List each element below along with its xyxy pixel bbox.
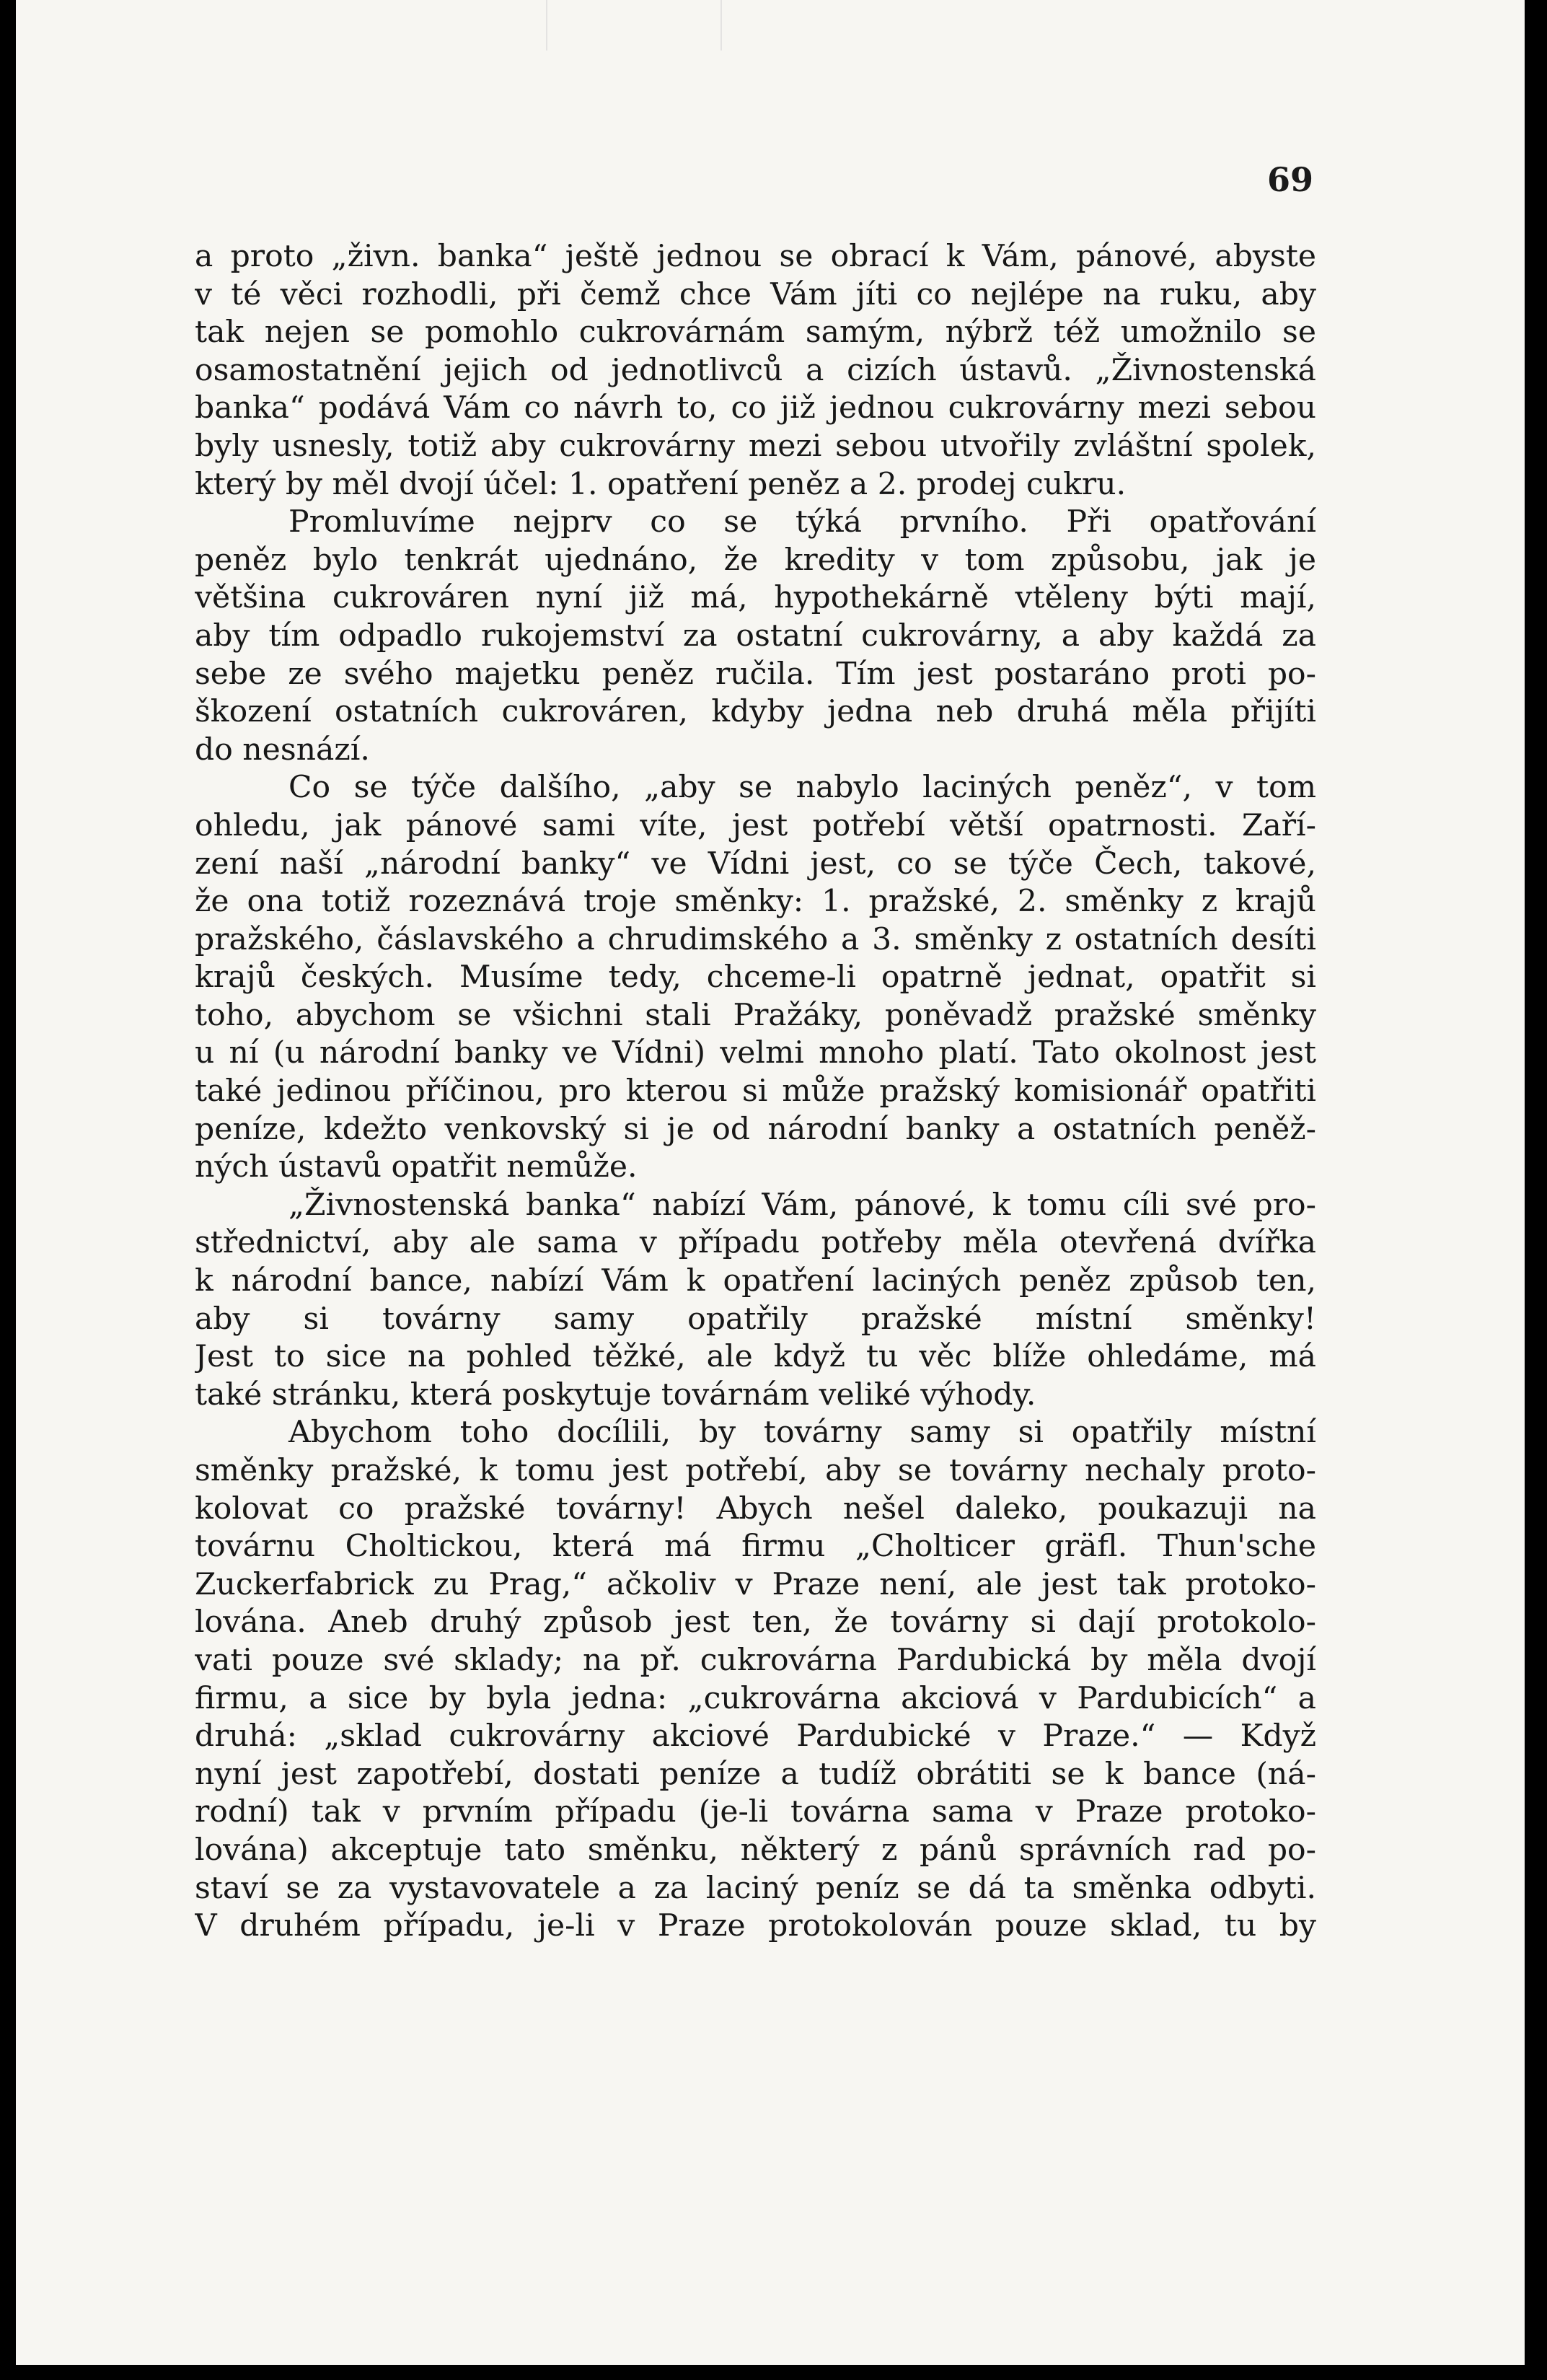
text-line: osamostatnění jejich od jednotlivců a cizích ústavů. „Živnostenská [195,352,1316,388]
scan-artifact [546,0,722,51]
text-line: do nesnází. [195,732,370,768]
text-line: peněz bylo tenkrát ujednáno, že kredity v tom způsobu, jak je [195,542,1316,578]
text-line: Co se týče dalšího, „aby se nabylo laciných peněz“, v tom [288,770,1316,806]
text-line: škození ostatních cukrováren, kdyby jedna neb druhá měla přijíti [195,694,1316,730]
text-line: a proto „živn. banka“ ještě jednou se obrací k Vám, pánové, abyste [195,239,1316,274]
text-line: pražského, čáslavského a chrudimského a 3. směnky z ostatních desíti [195,921,1316,957]
text-line: Abychom toho docílili, by továrny samy si opatřily místní [288,1415,1316,1451]
body-text [195,238,1316,1946]
text-line: většina cukrováren nyní již má, hypothekárně vtěleny býti mají, [195,580,1316,616]
page-number: 69 [1267,160,1314,199]
text-line: střednictví, aby ale sama v případu potřeby měla otevřená dvířka [195,1225,1316,1261]
text-line: toho, abychom se všichni stali Pražáky, poněvadž pražské směnky [195,997,1316,1033]
text-line: lována) akceptuje tato směnku, některý z pánů správních rad po- [195,1832,1316,1868]
text-line: Zuckerfabrick zu Prag,“ ačkoliv v Praze není, ale jest tak protoko- [195,1566,1316,1602]
text-line: lována. Aneb druhý způsob jest ten, že továrny si dají protokolo- [195,1604,1316,1641]
text-line: druhá: „sklad cukrovárny akciové Pardubické v Praze.“ — Když [195,1718,1316,1755]
text-line: peníze, kdežto venkovský si je od národní banky a ostatních peněž- [195,1111,1316,1147]
text-line: ohledu, jak pánové sami víte, jest potřebí větší opatrnosti. Zaří- [195,807,1316,843]
text-line: krajů českých. Musíme tedy, chceme-li opatrně jednat, opatřit si [195,960,1316,996]
text-line: ných ústavů opatřit nemůže. [195,1149,638,1185]
text-line: zení naší „národní banky“ ve Vídni jest, co se týče Čech, takové, [195,846,1316,882]
text-line: nyní jest zapotřebí, dostati peníze a tudíž obrátiti se k bance (ná- [195,1756,1316,1792]
text-line: aby si továrny samy opatřily pražské místní směnky! [195,1301,1316,1337]
text-line: „Živnostenská banka“ nabízí Vám, pánové, k tomu cíli své pro- [288,1187,1316,1223]
text-line: rodní) tak v prvním případu (je-li továrna sama v Praze protoko- [195,1794,1316,1830]
text-line: sebe ze svého majetku peněz ručila. Tím jest postaráno proti po- [195,656,1316,692]
text-line: také jedinou příčinou, pro kterou si může pražský komisionář opatřiti [195,1073,1316,1110]
text-line: u ní (u národní banky ve Vídni) velmi mnoho platí. Tato okolnost jest [195,1035,1316,1071]
text-line: směnky pražské, k tomu jest potřebí, aby se továrny nechaly proto- [195,1453,1316,1488]
text-line: byly usnesly, totiž aby cukrovárny mezi sebou utvořily zvláštní spolek, [195,428,1316,464]
text-line: k národní bance, nabízí Vám k opatření laciných peněz způsob ten, [195,1263,1316,1299]
text-line: také stránku, která poskytuje továrnám veliké výhody. [195,1376,1036,1413]
text-line: který by měl dvojí účel: 1. opatření peněz a 2. prodej cukru. [195,466,1127,502]
text-line: staví se za vystavovatele a za laciný peníz se dá ta směnka odbyti. [195,1870,1316,1906]
text-line: firmu, a sice by byla jedna: „cukrovárna akciová v Pardubicích“ a [195,1680,1316,1716]
text-line: V druhém případu, je-li v Praze protokolován pouze sklad, tu by [195,1908,1316,1944]
text-line: vati pouze své sklady; na př. cukrovárna Pardubická by měla dvojí [195,1642,1316,1678]
text-line: že ona totiž rozeznává troje směnky: 1. pražské, 2. směnky z krajů [195,884,1316,920]
text-line: Jest to sice na pohled těžké, ale když tu věc blíže ohledáme, má [195,1339,1316,1375]
text-line: aby tím odpadlo rukojemství za ostatní cukrovárny, a aby každá za [195,618,1316,654]
text-line: banka“ podává Vám co návrh to, co již jednou cukrovárny mezi sebou [195,390,1316,426]
text-line: v té věci rozhodli, při čemž chce Vám jíti co nejlépe na ruku, aby [195,276,1316,312]
book-page [16,0,1525,2365]
text-line: kolovat co pražské továrny! Abych nešel daleko, poukazuji na [195,1490,1316,1527]
text-line: Promluvíme nejprv co se týká prvního. Při opatřování [288,504,1316,540]
text-line: tak nejen se pomohlo cukrovárnám samým, nýbrž též umožnilo se [195,315,1316,351]
text-line: továrnu Choltickou, která má firmu „Cholticer gräfl. Thun'sche [195,1529,1316,1565]
